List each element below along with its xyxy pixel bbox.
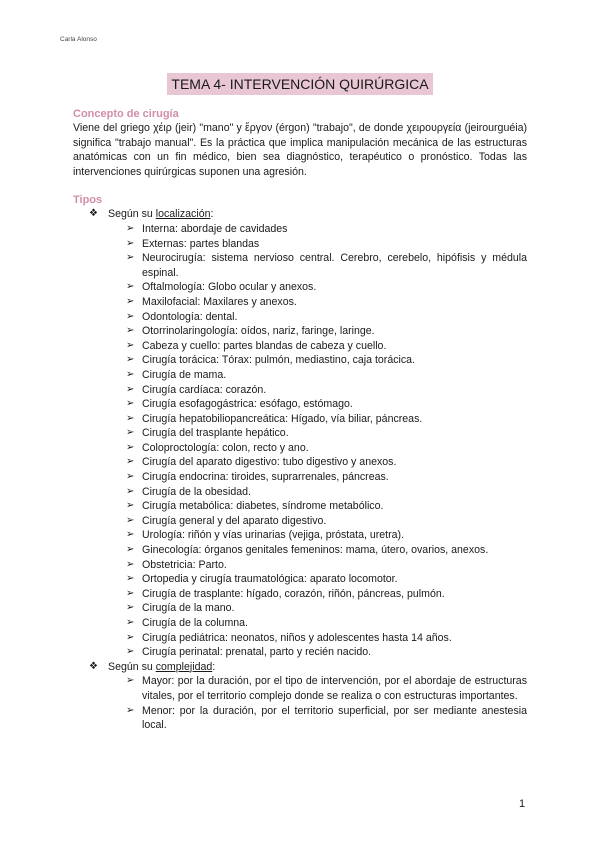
bullet-prefix: Según su xyxy=(108,660,156,673)
list-item-text: Obstetricia: Parto. xyxy=(142,558,227,571)
list-item-text: Cirugía general y del aparato digestivo. xyxy=(142,514,327,527)
list-item xyxy=(73,485,527,500)
section-heading-tipos: Tipos xyxy=(73,194,103,207)
arrow-bullet-icon: ➢ xyxy=(126,412,135,424)
list-item xyxy=(73,558,527,573)
list-item xyxy=(73,645,527,660)
list-item xyxy=(73,528,527,543)
arrow-bullet-icon: ➢ xyxy=(126,383,135,395)
list-item xyxy=(73,631,527,646)
arrow-bullet-icon: ➢ xyxy=(126,237,135,249)
arrow-bullet-icon: ➢ xyxy=(126,427,135,439)
arrow-bullet-icon: ➢ xyxy=(126,456,135,468)
list-item xyxy=(73,412,527,427)
arrow-bullet-icon: ➢ xyxy=(126,631,135,643)
list-item xyxy=(73,295,527,310)
page-title: TEMA 4- INTERVENCIÓN QUIRÚRGICA xyxy=(167,73,432,95)
list-item-text: Cirugía perinatal: prenatal, parto y recién nacido. xyxy=(142,646,372,659)
list-item-text: Cirugía metabólica: diabetes, síndrome metabólico. xyxy=(142,500,384,513)
localizacion-list xyxy=(73,222,527,660)
list-item xyxy=(73,397,527,412)
list-item-text: Cirugía pediátrica: neonatos, niños y adolescentes hasta 14 años. xyxy=(142,631,452,644)
arrow-bullet-icon: ➢ xyxy=(126,441,135,453)
list-item xyxy=(73,616,527,631)
section-heading-concepto: Concepto de cirugía xyxy=(73,108,179,120)
list-item xyxy=(73,237,527,252)
arrow-bullet-icon: ➢ xyxy=(126,500,135,512)
list-item-text: Externas: partes blandas xyxy=(142,237,260,250)
arrow-bullet-icon: ➢ xyxy=(126,602,135,614)
list-item-text: Cirugía de la columna. xyxy=(142,617,248,629)
list-item-text: Cirugía endocrina: tiroides, suprarrenales, páncreas. xyxy=(142,471,389,484)
arrow-bullet-icon: ➢ xyxy=(126,485,135,497)
arrow-bullet-icon: ➢ xyxy=(126,339,135,351)
list-item xyxy=(73,704,527,733)
bullet-term: complejidad xyxy=(155,660,213,673)
author-name: Carla Alonso xyxy=(60,36,97,43)
arrow-bullet-icon: ➢ xyxy=(126,368,135,380)
list-item-text: Cirugía cardíaca: corazón. xyxy=(142,383,267,396)
list-item xyxy=(73,251,527,280)
list-item-text: Cirugía del trasplante hepático. xyxy=(142,427,289,440)
list-item-text: Cirugía de trasplante: hígado, corazón, riñón, páncreas, pulmón. xyxy=(142,587,445,600)
list-item-text: Menor: por la duración, por el territorio superficial, por ser mediante anestesia local. xyxy=(142,704,527,732)
list-item-text: Cirugía del aparato digestivo: tubo digestivo y anexos. xyxy=(142,456,397,469)
arrow-bullet-icon: ➢ xyxy=(126,310,135,322)
list-item-text: Cirugía torácica: Tórax: pulmón, mediastino, caja torácica. xyxy=(142,354,416,367)
list-item-text: Cabeza y cuello: partes blandas de cabeza y cuello. xyxy=(142,339,387,352)
list-item-text: Cirugía hepatobiliopancreática: Hígado, vía biliar, páncreas. xyxy=(142,412,423,425)
diamond-bullet-icon: ❖ xyxy=(89,208,98,220)
list-item xyxy=(73,514,527,529)
arrow-bullet-icon: ➢ xyxy=(126,398,135,410)
arrow-bullet-icon: ➢ xyxy=(126,222,135,234)
list-item-text: Cirugía de la obesidad. xyxy=(142,485,251,498)
list-item xyxy=(73,455,527,470)
list-item xyxy=(73,383,527,398)
arrow-bullet-icon: ➢ xyxy=(126,295,135,307)
list-item xyxy=(73,601,527,616)
list-item-text: Otorrinolaringología: oídos, nariz, faringe, laringe. xyxy=(142,325,375,338)
list-item xyxy=(73,587,527,602)
arrow-bullet-icon: ➢ xyxy=(126,281,135,293)
list-item-text: Interna: abordaje de cavidades xyxy=(142,222,288,235)
page-number: 1 xyxy=(519,798,526,810)
list-item-text: Ortopedia y cirugía traumatológica: aparato locomotor. xyxy=(142,573,398,586)
concepto-paragraph: Viene del griego χέιρ (jeir) "mano" y ἔργον (érgon) "trabajo", de donde χειρουργεία (jeirourguéia) significa "trabajo manual". Es la práctica que implica manipulación mecánica de las estructuras anatómicas con un fin médico, bien sea diagnóstico, terapéutico o pronóstico. Todas las intervenciones quirúrgicas suponen una agresión. xyxy=(73,122,527,178)
list-item xyxy=(73,499,527,514)
arrow-bullet-icon: ➢ xyxy=(126,617,135,628)
list-item xyxy=(73,368,527,383)
arrow-bullet-icon: ➢ xyxy=(126,675,135,687)
arrow-bullet-icon: ➢ xyxy=(126,514,135,526)
arrow-bullet-icon: ➢ xyxy=(126,252,135,264)
list-item xyxy=(73,280,527,295)
complejidad-list xyxy=(73,674,527,732)
list-item-text: Maxilofacial: Maxilares y anexos. xyxy=(142,295,297,308)
arrow-bullet-icon: ➢ xyxy=(126,544,135,556)
bullet-term: localización xyxy=(155,208,211,221)
bullet-suffix: : xyxy=(210,208,214,221)
list-item xyxy=(73,674,527,703)
arrow-bullet-icon: ➢ xyxy=(126,529,135,541)
list-item-text: Cirugía de mama. xyxy=(142,368,227,381)
list-item-text: Odontología: dental. xyxy=(142,310,238,323)
arrow-bullet-icon: ➢ xyxy=(126,704,135,716)
arrow-bullet-icon: ➢ xyxy=(126,325,135,337)
document-body xyxy=(73,107,527,733)
list-item xyxy=(73,543,527,558)
list-item-text: Urología: riñón y vías urinarias (vejiga, próstata, uretra). xyxy=(142,529,405,542)
list-item-text: Cirugía de la mano. xyxy=(142,602,235,615)
arrow-bullet-icon: ➢ xyxy=(126,471,135,483)
list-item-text: Cirugía esofagogástrica: esófago, estómago. xyxy=(142,398,353,411)
list-item xyxy=(73,353,527,368)
list-item-text: Ginecología: órganos genitales femeninos: mama, útero, ovarios, anexos. xyxy=(142,544,489,557)
arrow-bullet-icon: ➢ xyxy=(126,587,135,599)
list-item xyxy=(73,470,527,485)
list-item xyxy=(73,310,527,325)
list-item-text: Coloproctología: colon, recto y ano. xyxy=(142,441,309,454)
title-container xyxy=(0,73,600,95)
bullet-complejidad xyxy=(73,660,527,675)
list-item xyxy=(73,441,527,456)
list-item-text: Neurocirugía: sistema nervioso central. Cerebro, cerebelo, hipófisis y médula espinal. xyxy=(142,252,527,279)
list-item xyxy=(73,426,527,441)
list-item xyxy=(73,339,527,354)
arrow-bullet-icon: ➢ xyxy=(126,573,135,585)
list-item xyxy=(73,572,527,587)
bullet-prefix: Según su xyxy=(108,208,156,221)
list-item xyxy=(73,324,527,339)
arrow-bullet-icon: ➢ xyxy=(126,558,135,570)
arrow-bullet-icon: ➢ xyxy=(126,646,135,658)
list-item-text: Mayor: por la duración, por el tipo de intervención, por el abordaje de estructuras vitales, por el territorio complejo donde se realiza o con estructuras importantes. xyxy=(142,675,527,702)
list-item xyxy=(73,222,527,237)
list-item-text: Oftalmología: Globo ocular y anexos. xyxy=(142,281,317,294)
bullet-suffix: : xyxy=(212,660,216,673)
bullet-localizacion xyxy=(73,207,527,222)
diamond-bullet-icon: ❖ xyxy=(89,660,98,672)
arrow-bullet-icon: ➢ xyxy=(126,354,135,366)
